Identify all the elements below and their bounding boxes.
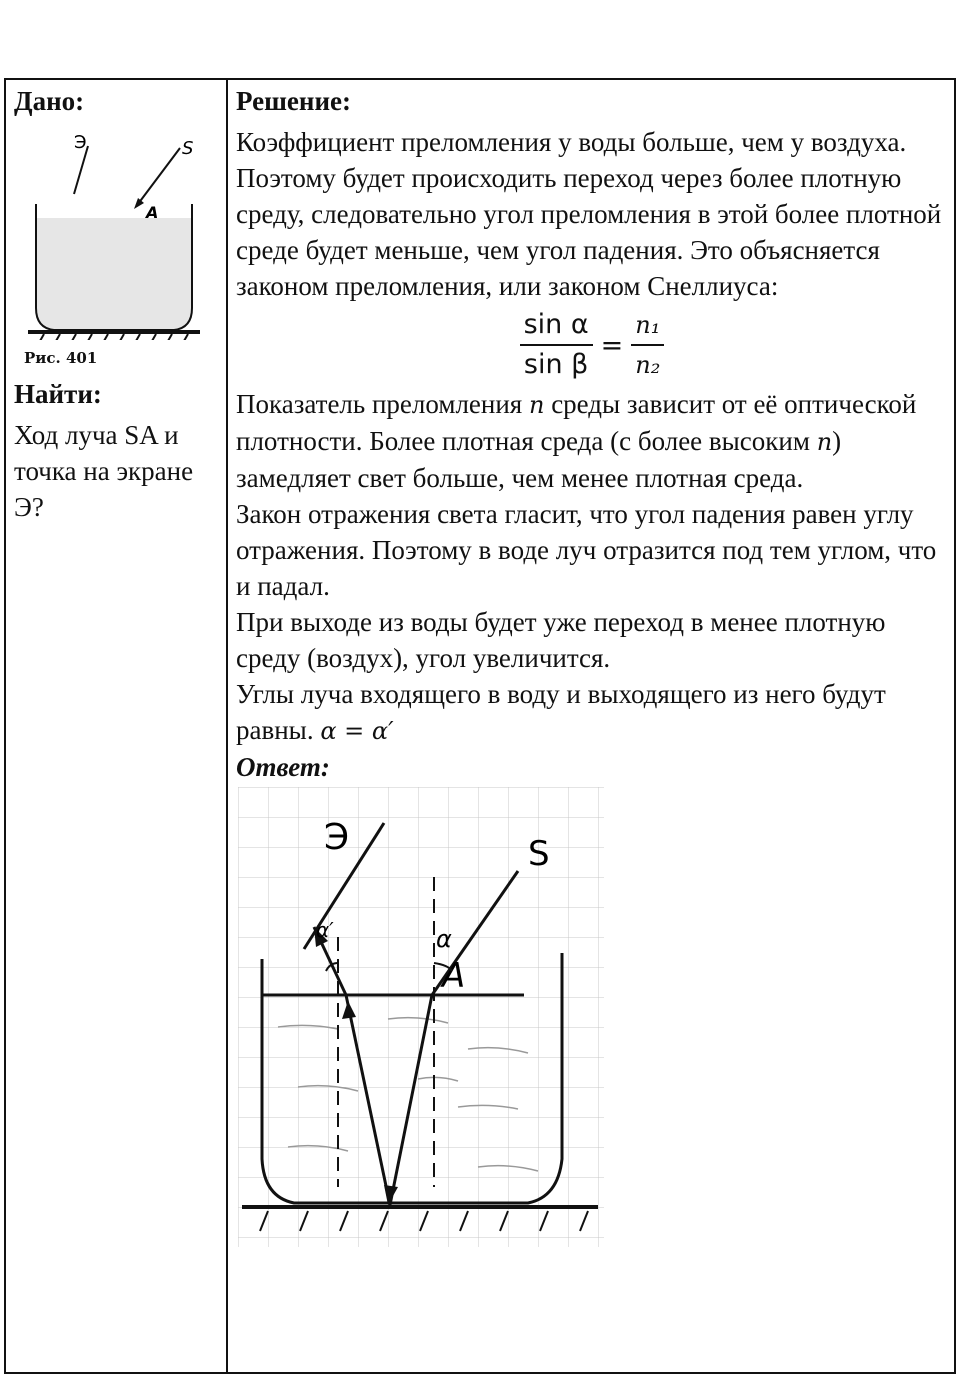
- answer-heading: Ответ:: [236, 752, 330, 782]
- solution-paragraph-5: При выходе из воды будет уже переход в менее плотную среду (воздух), угол увеличится.: [236, 607, 886, 673]
- solution-column: [236, 84, 948, 1252]
- given-heading: Дано:: [14, 86, 85, 116]
- solution-heading: Решение:: [236, 86, 351, 116]
- figure-label-point: A: [146, 203, 159, 222]
- figure-caption: Рис. 401: [24, 349, 98, 367]
- formula-denominator-left: sin β: [523, 349, 589, 380]
- formula-denominator-right: n₂: [635, 351, 661, 379]
- solution-paragraph-4: Закон отражения света гласит, что угол падения равен углу отражения. Поэтому в воде луч отразится под тем углом, что и падал.: [236, 499, 937, 601]
- column-divider: [226, 80, 228, 1372]
- answer-label-screen: Э: [324, 817, 350, 858]
- formula-numerator-left: sin α: [520, 308, 593, 346]
- solution-table: [4, 78, 956, 1374]
- figure-label-source: S: [182, 138, 194, 159]
- given-column: [14, 84, 220, 525]
- given-figure: [14, 118, 204, 340]
- answer-label-alpha: α: [436, 925, 452, 953]
- solution-paragraph-6: Углы луча входящего в воду и выходящего из него будут равны. α = α′: [236, 679, 886, 745]
- solution-paragraph-2: Поэтому будет происходить переход через более плотную среду, следовательно угол преломления в этой более плотной среде будет меньше, чем угол падения. Это объясняется законом преломления, или законом Снеллиуса:: [236, 163, 942, 301]
- solution-paragraph-1: Коэффициент преломления у воды больше, чем у воздуха.: [236, 127, 907, 157]
- solution-paragraph-3: Показатель преломления n среды зависит от её оптической плотности. Более плотная среда (с более высоким n) замедляет свет больше, чем менее плотная среда.: [236, 389, 917, 493]
- answer-label-source: S: [528, 834, 550, 874]
- snell-formula: [236, 308, 948, 382]
- find-text: Ход луча SA и точка на экране Э?: [14, 420, 194, 522]
- answer-sketch: [238, 787, 604, 1247]
- answer-label-alpha-prime: α′: [316, 918, 334, 942]
- formula-equals: =: [600, 329, 624, 361]
- figure-label-screen: Э: [74, 132, 87, 153]
- formula-numerator-right: n₁: [631, 308, 664, 346]
- find-heading: Найти:: [14, 379, 102, 409]
- answer-label-point: A: [442, 956, 466, 996]
